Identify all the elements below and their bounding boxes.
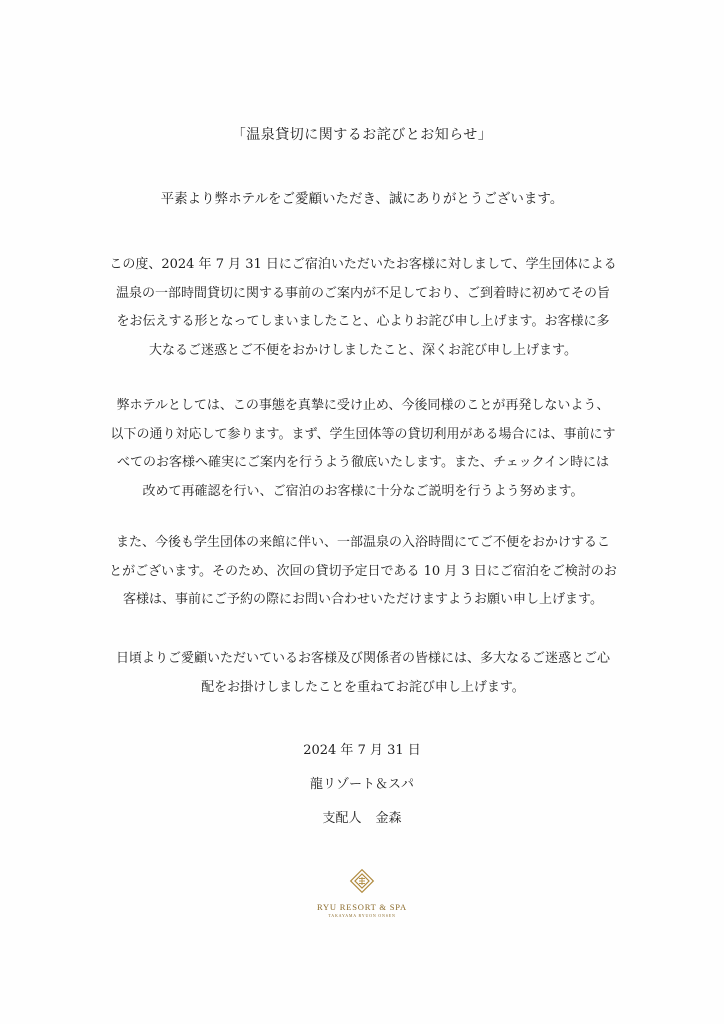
paragraph-line: 改めて再確認を行い、ご宿泊のお客様に十分なご説明を行うよう努めます。 [142,483,584,499]
manager-title: 支配人 [322,811,362,826]
paragraph-line: べてのお客様へ確実にご案内を行うよう徹底いたします。また、チェックイン時には [117,455,609,470]
document-title: 「温泉貸切に関するお詫びとお知らせ」 [231,127,493,143]
paragraph-notice [100,529,626,615]
logo-brand-name: RYU RESORT & SPA [316,902,407,912]
signature-manager [0,807,724,826]
paragraph-line: 弊ホテルとしては、この事態を真摯に受け止め、今後同様のことが再発しないよう、 [116,398,610,413]
greeting-line: 平素より弊ホテルをご愛顧いただき、誠にありがとうございます。 [160,191,564,207]
paragraph-line: この度、2024 年 7 月 31 日にご宿泊いただいたお客様に対しまして、学生団体による [109,257,617,272]
paragraph-line: 配をお掛けしましたことを重ねてお詫び申し上げます。 [201,679,525,695]
paragraph-line: 日頃よりご愛顧いただいているお客様及び関係者の皆様には、多大なるご迷惑とご心 [115,651,610,666]
company-logo [0,866,724,918]
paragraph-line: とがございます。そのため、次回の貸切予定日である 10 月 3 日にご宿泊をご検討のお [109,563,617,579]
paragraph-line: をお伝えする形となってしまいましたこと、心よりお詫び申し上げます。お客様に多 [116,314,610,329]
paragraph-line: 以下の通り対応して参ります。まず、学生団体等の貸切利用がある場合には、事前にす [110,426,616,442]
paragraph-line: また、今後も学生団体の来館に伴い、一部温泉の入浴時間にてご不便をおかけするこ [115,535,610,550]
paragraph-measures [100,392,626,506]
signature-date: 2024 年 7 月 31 日 [303,743,421,758]
logo-subtitle: TAKAYAMA RYUON ONSEN [328,913,396,918]
paragraph-line: 大なるご迷惑とご不便をおかけしましたこと、深くお詫び申し上げます。 [149,342,577,358]
paragraph-closing [100,645,626,702]
ryu-emblem-icon [347,866,377,896]
paragraph-apology [100,251,626,365]
paragraph-line: 温泉の一部時間貸切に関する事前のご案内が不足しており、ご到着時に初めてその旨 [115,285,610,301]
paragraph-line: 客様は、事前にご予約の際にお問い合わせいただけますようお願い申し上げます。 [123,592,603,607]
signature-company: 龍リゾート＆スパ [309,777,414,792]
manager-name: 金森 [375,811,402,826]
